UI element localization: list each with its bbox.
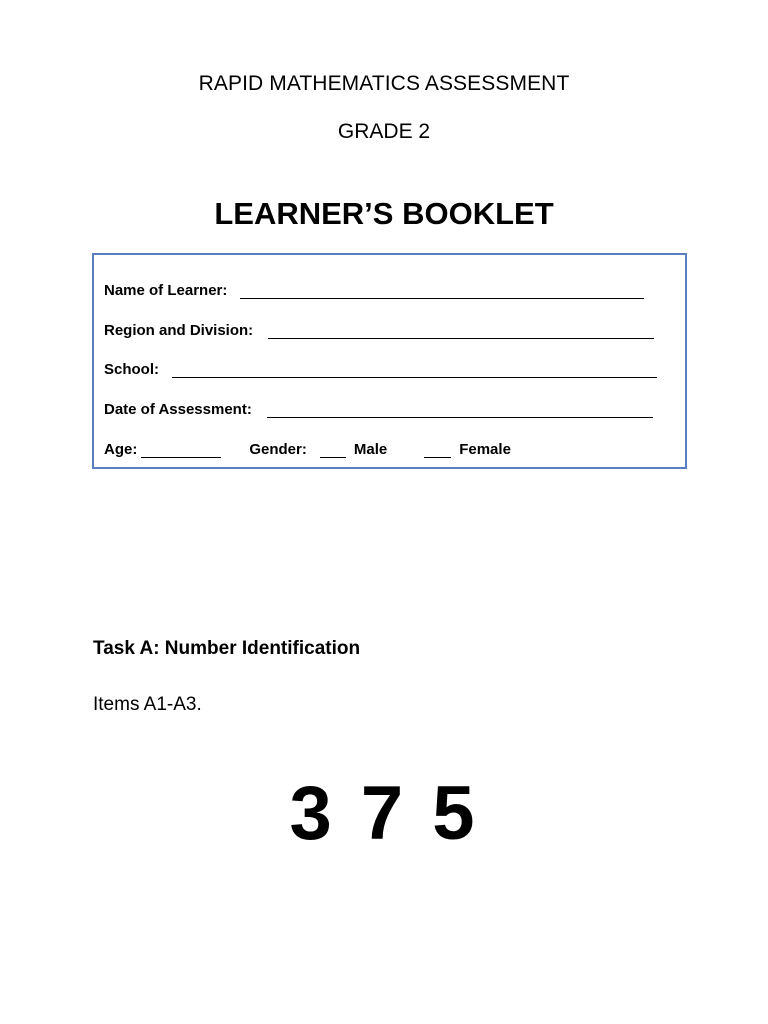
date-of-assessment-label: Date of Assessment:: [104, 401, 252, 418]
male-blank[interactable]: [320, 443, 346, 458]
grade-heading: GRADE 2: [337, 120, 431, 143]
name-of-learner-row: [104, 279, 644, 299]
region-division-blank[interactable]: [268, 324, 654, 339]
learner-info-box: [92, 253, 687, 469]
number-display: 3 7 5: [289, 771, 479, 856]
name-of-learner-label: Name of Learner:: [104, 282, 228, 299]
age-gender-row: [104, 438, 511, 458]
name-of-learner-blank[interactable]: [240, 284, 644, 299]
assessment-title: RAPID MATHEMATICS ASSESSMENT: [198, 72, 570, 95]
region-division-label: Region and Division:: [104, 322, 254, 339]
school-row: [104, 358, 657, 378]
female-label: Female: [459, 441, 511, 458]
booklet-title: LEARNER’S BOOKLET: [214, 196, 554, 231]
female-blank[interactable]: [424, 443, 451, 458]
date-of-assessment-blank[interactable]: [267, 403, 653, 418]
age-blank[interactable]: [141, 443, 221, 458]
gender-label: Gender:: [249, 441, 307, 458]
items-label: Items A1-A3.: [93, 694, 202, 715]
school-label: School:: [104, 361, 159, 378]
school-blank[interactable]: [172, 363, 657, 378]
male-label: Male: [353, 441, 388, 458]
task-title: Task A: Number Identification: [93, 638, 361, 659]
date-of-assessment-row: [104, 398, 653, 418]
region-division-row: [104, 319, 654, 339]
age-label: Age:: [104, 441, 138, 458]
